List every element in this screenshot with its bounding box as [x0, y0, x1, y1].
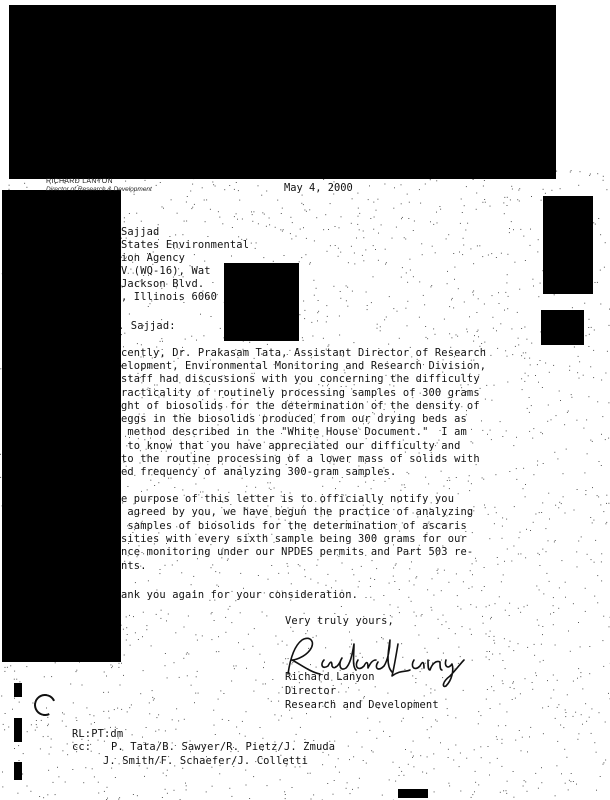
- letterhead-name: RICHARD LANYON: [46, 178, 113, 185]
- redaction-right-upper: [543, 196, 593, 294]
- cc-line: J. Smith/F. Schaefer/J. Colletti: [103, 755, 308, 767]
- recipient-line: V (WQ-16), Wat: [121, 265, 211, 277]
- body-line: nce monitoring under our NPDES permits and Part 503 re-: [121, 546, 474, 558]
- recipient-line: States Environmental: [121, 239, 250, 251]
- body-line: nts.: [121, 560, 147, 572]
- recipient-line: ion Agency: [121, 252, 186, 264]
- cc-line: P. Tata/B. Sawyer/R. Pietz/J. Zmuda: [111, 741, 336, 753]
- body-line: e purpose of this letter is to officially notify you: [121, 493, 455, 505]
- reference-initials: RL:PT:dm: [72, 728, 124, 740]
- recipient-line: , Illinois 6060: [121, 291, 218, 303]
- signature-title: Director: [285, 685, 337, 697]
- body-line: agreed by you, we have begun the practice of analyzing: [121, 506, 474, 518]
- recipient-line: Sajjad: [121, 226, 160, 238]
- cc-label: cc:: [72, 741, 92, 753]
- redaction-top: [9, 5, 556, 179]
- body-line: samples of biosolids for the determination of ascaris: [121, 520, 467, 532]
- redaction-middle: [224, 263, 299, 341]
- body-line: eggs in the biosolids produced from our drying beds as: [121, 413, 467, 425]
- recipient-line: Jackson Blvd.: [121, 278, 205, 290]
- body-line: racticality of routinely processing samples of 300 grams: [121, 387, 480, 399]
- body-line: method described in the "White House Document." I am: [121, 426, 467, 438]
- letter-date: May 4, 2000: [284, 182, 353, 194]
- redaction-left-mark-3: [14, 762, 22, 780]
- body-line: cently, Dr. Prakasam Tata, Assistant Director of Research: [121, 347, 487, 359]
- redaction-left-mark-1: [14, 683, 22, 697]
- signature-name: Richard Lanyon: [285, 671, 375, 683]
- redaction-left-mark-2: [14, 718, 22, 742]
- redaction-right-lower: [541, 310, 584, 345]
- body-line: ank you again for your consideration.: [121, 589, 359, 601]
- body-line: staff had discussions with you concerning the difficulty: [121, 373, 480, 385]
- body-line: ght of biosolids for the determination of the density of: [121, 400, 480, 412]
- redaction-footer: [398, 789, 428, 798]
- body-line: elopment, Environmental Monitoring and Research Division,: [121, 360, 487, 372]
- letterhead-title: Director of Research & Development: [46, 186, 152, 193]
- body-line: ed frequency of analyzing 300-gram samples.: [121, 466, 397, 478]
- body-line: to the routine processing of a lower mass of solids with: [121, 453, 480, 465]
- body-line: to know that you have appreciated our difficulty and: [121, 440, 461, 452]
- closing: Very truly yours,: [285, 615, 394, 627]
- body-line: sities with every sixth sample being 300 grams for our: [121, 533, 467, 545]
- salutation: . Sajjad:: [118, 320, 176, 332]
- signature-department: Research and Development: [285, 699, 439, 711]
- redaction-left: [2, 190, 121, 662]
